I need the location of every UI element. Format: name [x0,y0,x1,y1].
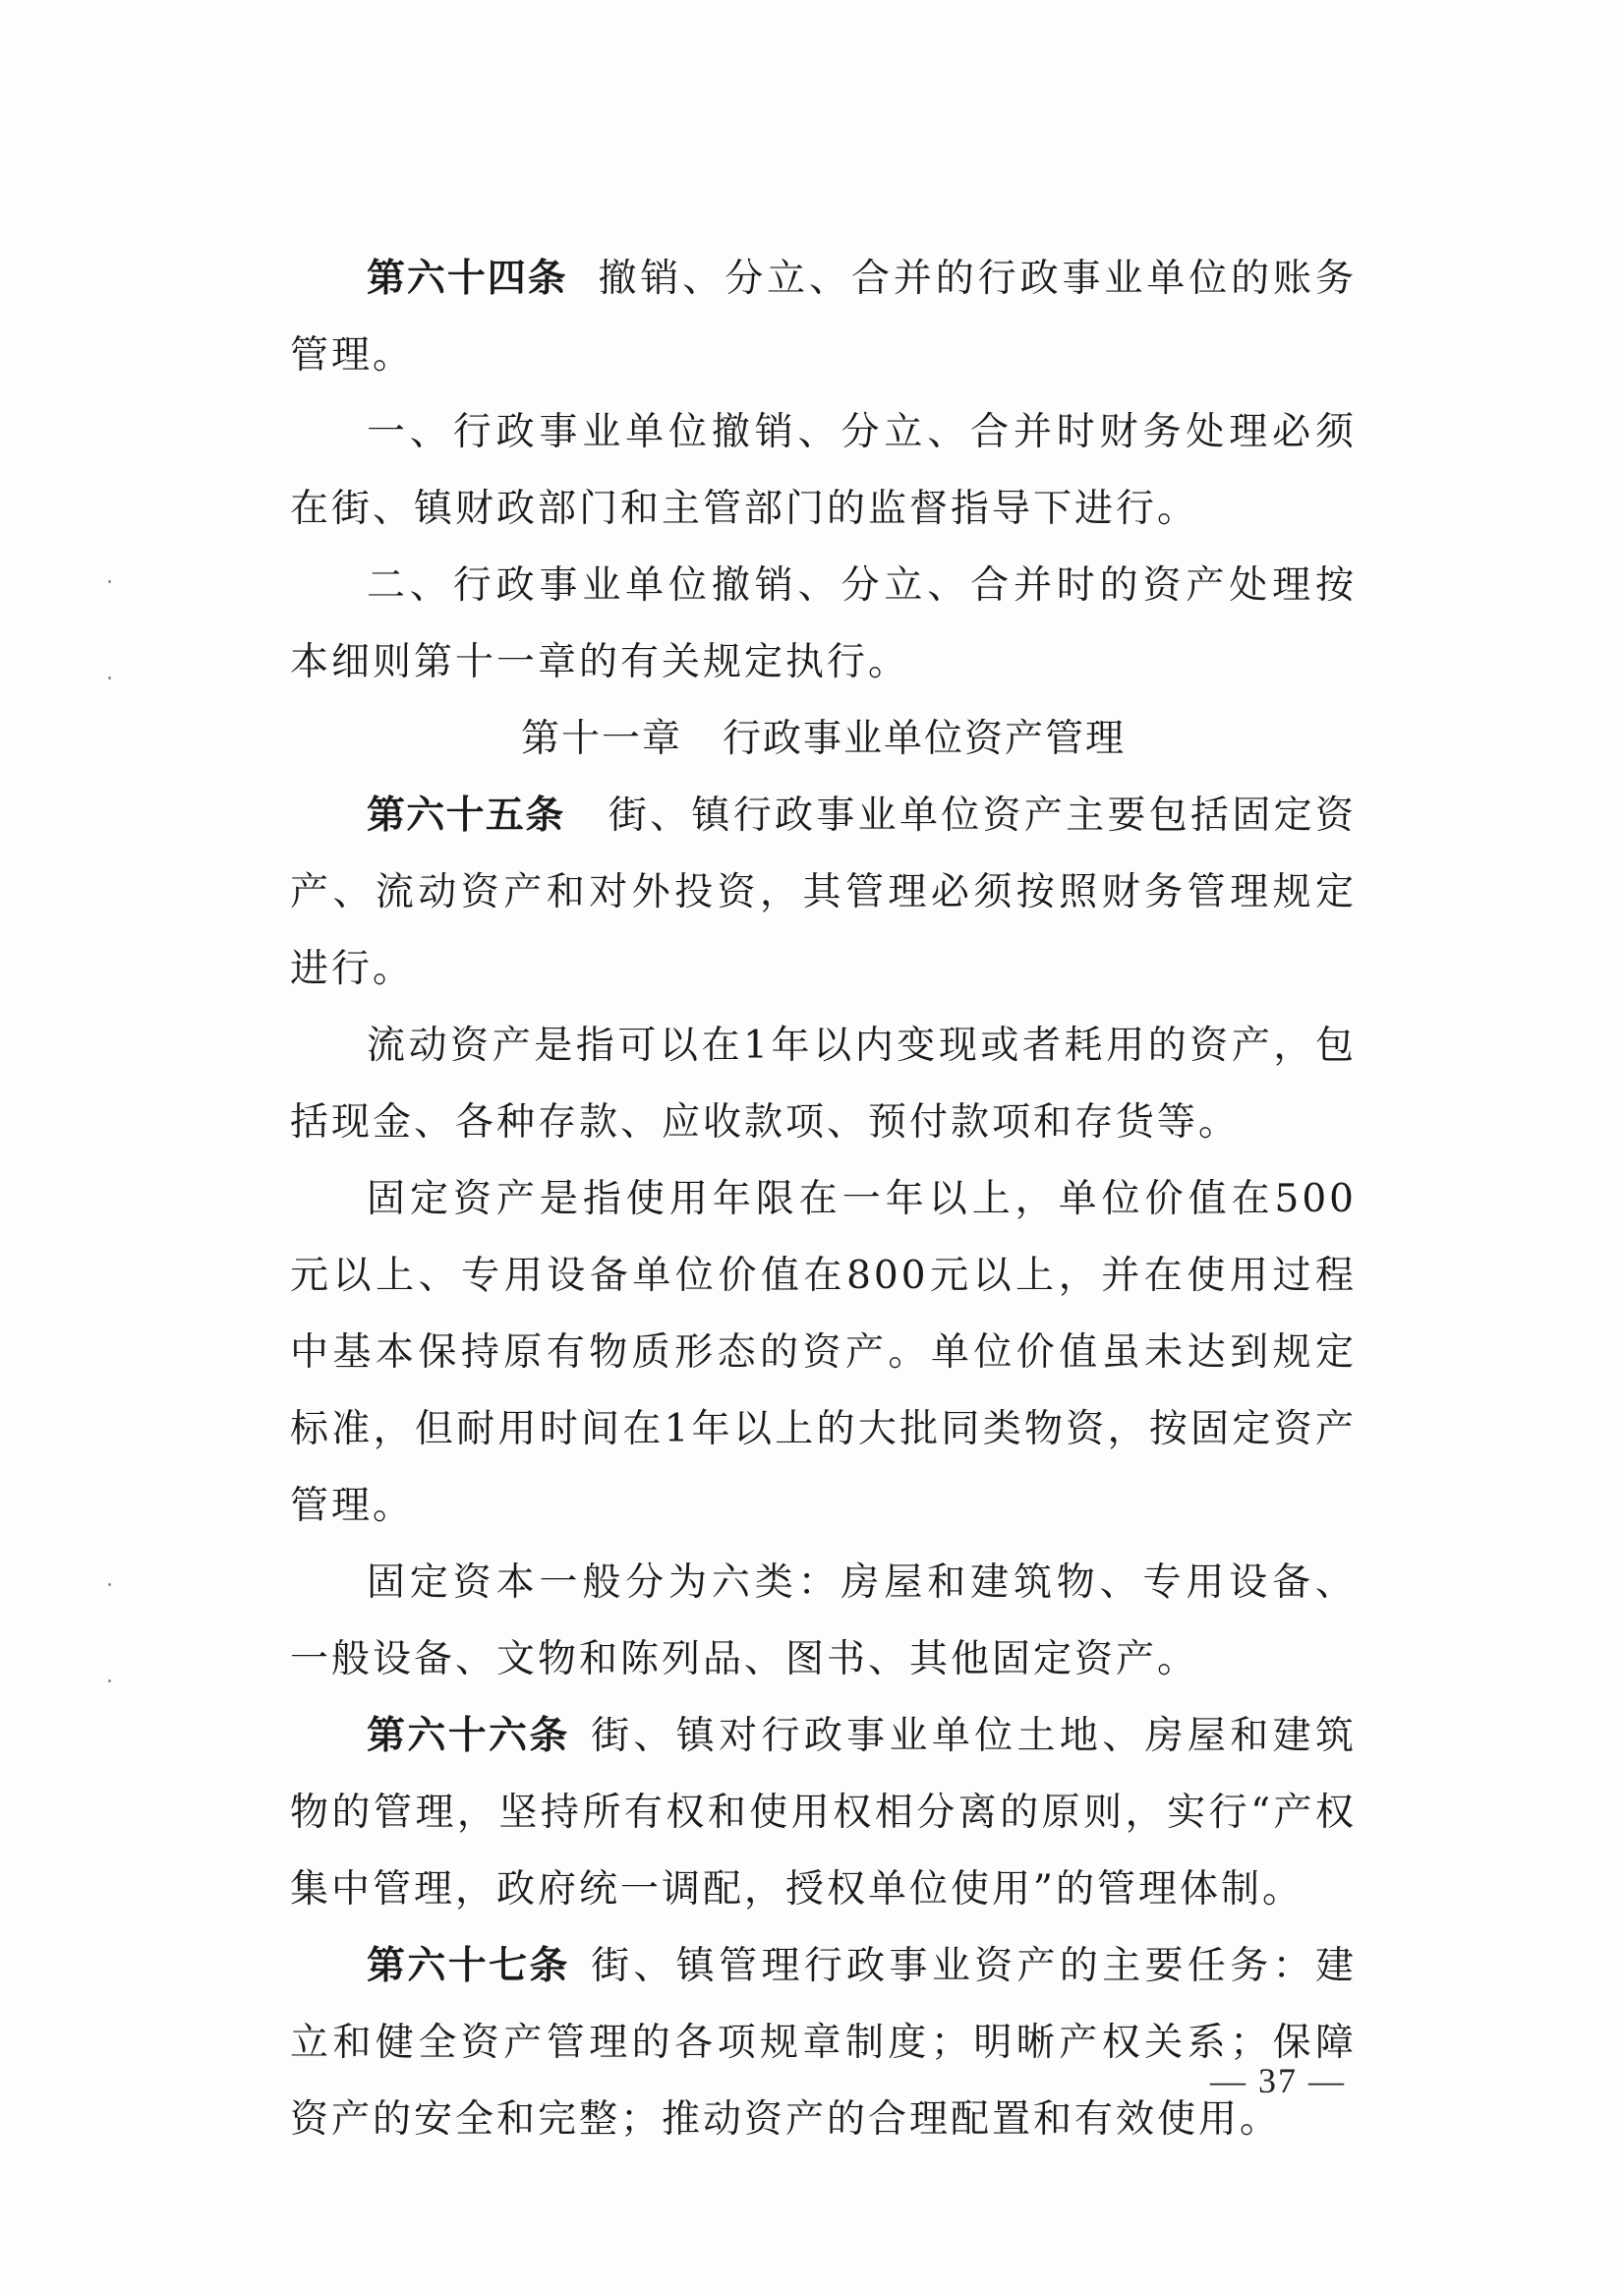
document-body [290,241,1357,2158]
paragraph [290,1545,1357,1698]
page-number: — 37 — [1210,2061,1346,2100]
paragraph [290,1008,1357,1161]
scan-mark [108,1679,111,1682]
scan-mark [108,677,111,679]
article-text: 街、镇行政事业单位资产主要包括固定资产、流动资产和对外投资，其管理必须按照财务管理规定进行。 [290,794,1357,991]
article-text: 街、镇对行政事业单位土地、房屋和建筑物的管理，坚持所有权和使用权相分离的原则，实行“产权集中管理，政府统一调配，授权单位使用”的管理体制。 [290,1714,1357,1912]
article-text: 撤销、分立、合并的行政事业单位的账务管理。 [290,257,1357,378]
chapter-heading: 第十一章 行政事业单位资产管理 [520,717,1126,761]
article-66 [290,1698,1357,1928]
article-64 [290,241,1357,394]
article-text: 街、镇管理行政事业资产的主要任务：建立和健全资产管理的各项规章制度；明晰产权关系；保障资产的安全和完整；推动资产的合理配置和有效使用。 [290,1944,1357,2142]
paragraph-text: 固定资本一般分为六类：房屋和建筑物、专用设备、一般设备、文物和陈列品、图书、其他固定资产。 [290,1560,1357,1681]
article-67 [290,1928,1357,2158]
article-label: 第六十五条 [367,794,565,838]
paragraph-text: 一、行政事业单位撤销、分立、合并时财务处理必须在街、镇财政部门和主管部门的监督指导下进行。 [290,410,1357,531]
article-label: 第六十六条 [367,1714,570,1758]
scan-mark [108,1583,111,1586]
paragraph [290,394,1357,548]
paragraph-text: 二、行政事业单位撤销、分立、合并时的资产处理按本细则第十一章的有关规定执行。 [290,563,1357,684]
article-label: 第六十四条 [367,257,568,301]
paragraph-text: 流动资产是指可以在1年以内变现或者耗用的资产，包括现金、各种存款、应收款项、预付款项和存货等。 [290,1024,1357,1145]
article-65 [290,778,1357,1008]
article-label: 第六十七条 [367,1944,570,1988]
paragraph [290,548,1357,701]
scan-mark [108,580,111,583]
paragraph [290,1161,1357,1545]
paragraph-text: 固定资产是指使用年限在一年以上，单位价值在500元以上、专用设备单位价值在800元以上，并在使用过程中基本保持原有物质形态的资产。单位价值虽未达到规定标准，但耐用时间在1年以上的大批同类物资，按固定资产管理。 [290,1177,1357,1528]
